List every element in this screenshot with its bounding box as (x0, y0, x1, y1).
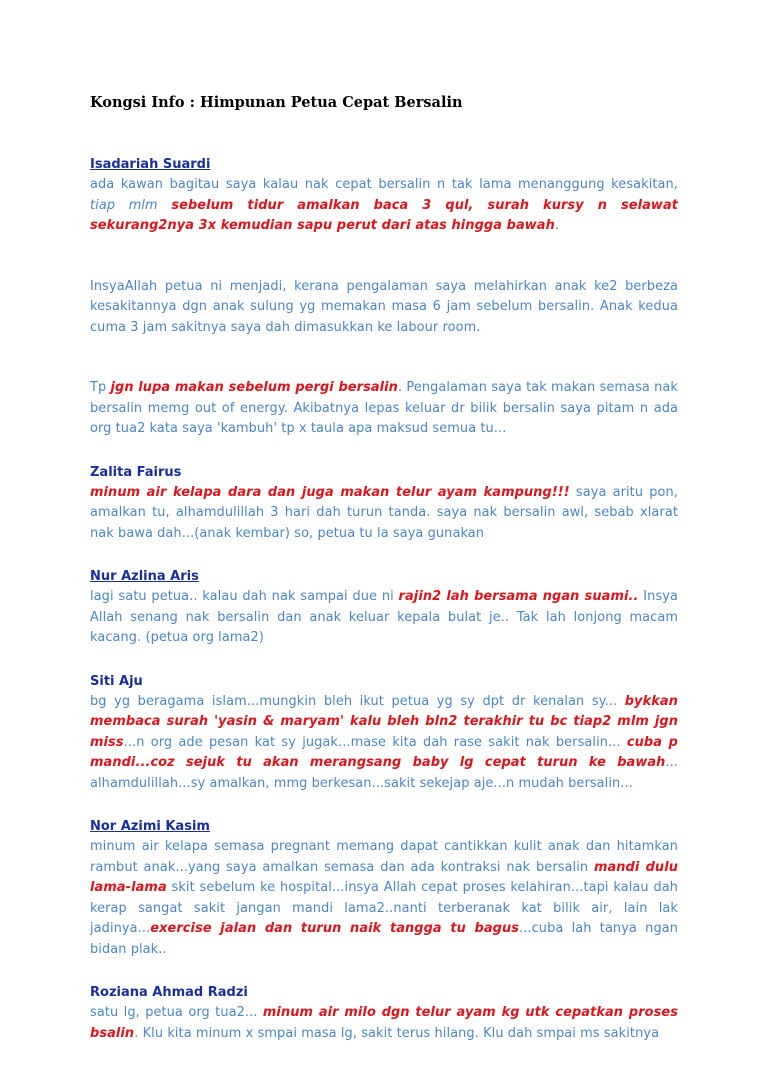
body-text: minum air kelapa semasa pregnant memang dapat cantikkan kulit anak dan hitamkan rambut anak...yang saya amalkan semasa dan ada kontraksi nak bersalin (90, 839, 678, 875)
post-zalita-fairus (90, 461, 678, 545)
post-siti-aju (90, 670, 678, 795)
highlight-text: sebelum tidur amalkan baca 3 qul, surah kursy n selawat sekurang2nya 3x kemudian sapu perut dari atas hingga bawah (90, 197, 678, 233)
body-text: lagi satu petua.. kalau dah nak sampai due ni (90, 589, 399, 604)
highlight-text: bykkan membaca surah 'yasin & maryam' kalu bleh bln2 terakhir tu bc tiap2 mlm jgn miss (90, 693, 678, 750)
post-nor-azimi-kasim (90, 815, 678, 960)
highlight-text: exercise jalan dan turun naik tangga tu bagus (150, 921, 520, 936)
post-paragraph (90, 837, 678, 960)
post-paragraph (90, 692, 678, 795)
author-name: Siti Aju (90, 673, 143, 689)
highlight-text: cuba p mandi...coz sejuk tu akan merangsang baby lg cepat turun ke bawah (90, 734, 679, 770)
author-link[interactable]: Nor Azimi Kasim (90, 819, 210, 834)
author-name: Zalita Fairus (90, 464, 182, 480)
highlight-text: mandi dulu lama-lama (90, 859, 678, 895)
body-text: bg yg beragama islam...mungkin bleh ikut petua yg sy dpt dr kenalan sy... (90, 693, 625, 709)
body-text: ... alhamdulillah...sy amalkan, mmg berkesan...sakit sekejap aje...n mudah bersalin... (90, 755, 678, 791)
body-text: skit sebelum ke hospital...insya Allah cepat proses kelahiran...tapi kalau dah kerap sangat sakit jangan mandi lama2..nanti terberanak kat bilik air, lain lak jadinya... (90, 880, 678, 936)
body-text: Tp (90, 380, 111, 395)
body-text: . Pengalaman saya tak makan semasa nak bersalin memg out of energy. Akibatnya lepas keluar dr bilik bersalin saya pitam n ada org tua2 kata saya 'kambuh' tp x taula apa maksud semua tu... (90, 380, 678, 436)
document-page (90, 93, 678, 1065)
highlight-text: minum air kelapa dara dan juga makan telur ayam kampung!!! (90, 484, 570, 500)
post-isadariah-suardi (90, 153, 678, 440)
highlight-text: minum air milo dgn telur ayam kg utk cepatkan proses bsalin (90, 1005, 679, 1041)
body-text-italic: tiap mlm (90, 197, 172, 213)
body-text: saya aritu pon, amalkan tu, alhamdulillah 3 hari dah turun tanda. saya nak bersalin awl, sebab xlarat nak bawa dah...(anak kembar) so, petua tu la saya gunakan (90, 484, 678, 541)
body-text: ...cuba lah tanya ngan bidan plak.. (90, 921, 678, 957)
body-text: ...n org ade pesan kat sy jugak...mase kita dah rase sakit nak bersalin... (123, 734, 627, 750)
post-paragraph: InsyaAllah petua ni menjadi, kerana pengalaman saya melahirkan anak ke2 berbeza kesakitannya dgn anak sulung yg memakan masa 6 jam sebelum bersalin. Anak kedua cuma 3 jam sakitnya saya dah dimasukkan ke labour room. (90, 278, 678, 335)
body-text: Insya Allah senang nak bersalin dan anak keluar kepala bulat je.. Tak lah lonjong macam kacang. (petua org lama2) (90, 589, 678, 645)
page-title: Kongsi Info : Himpunan Petua Cepat Bersalin (90, 94, 463, 111)
author-link[interactable]: Nur Azlina Aris (90, 569, 199, 584)
author-link[interactable]: Isadariah Suardi (90, 157, 211, 172)
highlight-text: rajin2 lah bersama ngan suami.. (398, 589, 639, 604)
post-paragraph (90, 587, 678, 649)
post-roziana-ahmad-radzi (90, 981, 678, 1044)
post-nur-azlina-aris (90, 565, 678, 649)
post-paragraph (90, 378, 678, 440)
body-text: ada kawan bagitau saya kalau nak cepat bersalin n tak lama menanggung kesakitan, (90, 177, 678, 192)
body-text: . Klu kita minum x smpai masa lg, sakit terus hilang. Klu dah smpai ms sakitnya (134, 1025, 660, 1041)
author-name: Roziana Ahmad Radzi (90, 985, 248, 1000)
highlight-text: jgn lupa makan sebelum pergi bersalin (110, 380, 398, 395)
body-text: satu lg, petua org tua2... (90, 1005, 263, 1020)
body-text: . (554, 218, 560, 233)
post-paragraph (90, 175, 678, 237)
post-paragraph (90, 483, 678, 545)
